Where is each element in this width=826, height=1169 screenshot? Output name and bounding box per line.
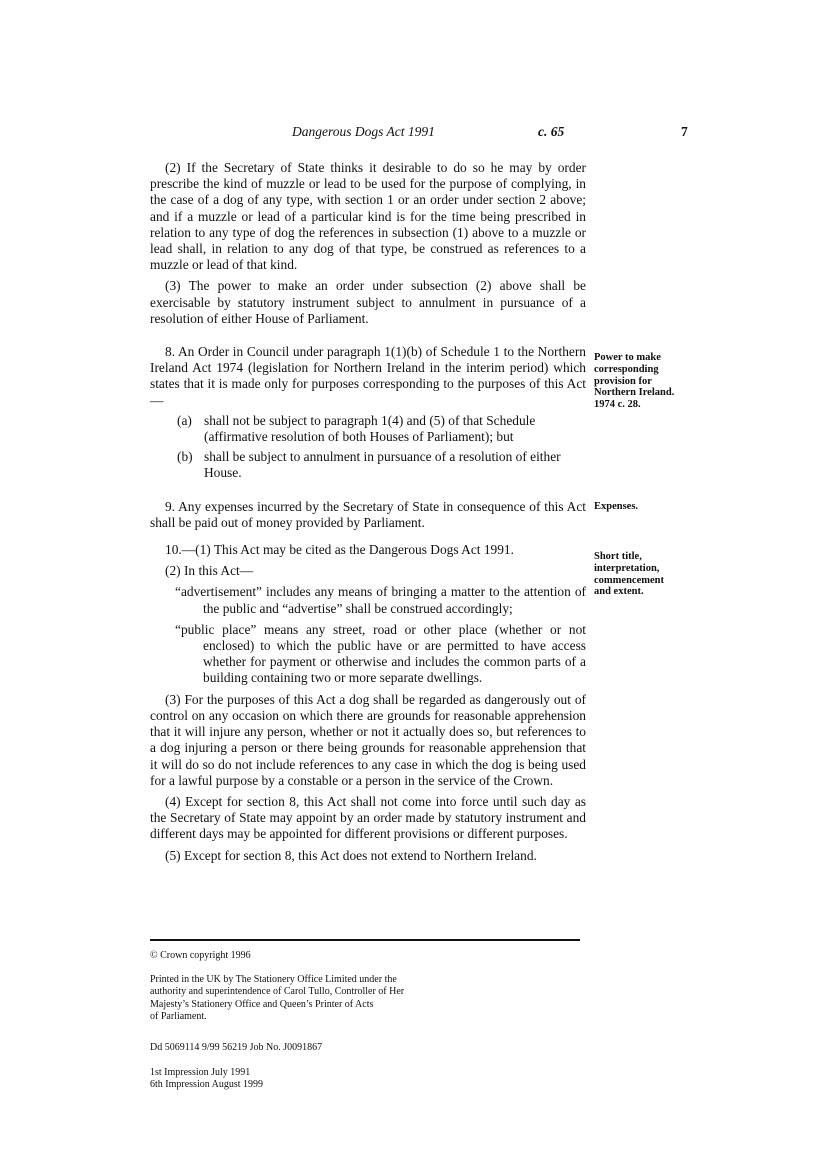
subsection-3: (3) The power to make an order under subsection (2) above shall be exercisable by statutory instrument subject to annulment in pursuance of a resolution of either House of Parliament. xyxy=(150,278,586,326)
paragraph-label: (a) xyxy=(177,412,192,428)
page-number: 7 xyxy=(681,124,688,139)
section-8-intro: 8. An Order in Council under paragraph 1(1)(b) of Schedule 1 to the Northern Ireland Act 1974 (legislation for Northern Ireland in the interim period) which states that it is made only for purposes corresponding to the purposes of this Act— xyxy=(150,344,586,408)
margin-note-line: Northern Ireland. xyxy=(594,387,675,399)
definition-public-place: “public place” means any street, road or other place (whether or not enclosed) to which the public have or are permitted to have access whether for payment or otherwise and includes the common parts of a building containing two or more separate dwellings. xyxy=(175,621,586,686)
margin-note-line: Expenses. xyxy=(594,501,639,512)
margin-note-line: corresponding xyxy=(594,363,659,375)
paragraph-text: shall be subject to annulment in pursuance of a resolution of either House. xyxy=(204,449,561,481)
margin-note-line: and extent. xyxy=(594,586,644,598)
copyright-notice: © Crown copyright 1996 xyxy=(150,950,251,961)
impression-line: 6th Impression August 1999 xyxy=(150,1079,264,1091)
margin-note-section-10 xyxy=(594,551,684,598)
section-9: 9. Any expenses incurred by the Secretary of State in consequence of this Act shall be paid out of money provided by Parliament. xyxy=(150,498,586,530)
margin-note-section-9 xyxy=(594,501,684,513)
section-10-subsection-3: (3) For the purposes of this Act a dog shall be regarded as dangerously out of control on any occasion on which there are grounds for reasonable apprehension that it will injure any person, whether or not it actually does so, but references to a dog injuring a person or there being grounds for reasonable apprehension that it will do so do not include references to any case in which the dog is being used for a lawful purpose by a constable or a person in the service of the Crown. xyxy=(150,691,586,788)
section-10-subsection-4: (4) Except for section 8, this Act shall not come into force until such day as the Secretary of State may appoint by an order made by statutory instrument and different days may be appointed for different provisions or different purposes. xyxy=(150,793,586,842)
definition-advertisement: “advertisement” includes any means of bringing a matter to the attention of the public and “advertise” shall be construed accordingly; xyxy=(175,584,586,616)
paragraph-text: shall not be subject to paragraph 1(4) and (5) of that Schedule (affirmative resolution of both Houses of Parliament); but xyxy=(204,412,536,445)
section-10-subsection-1: 10.—(1) This Act may be cited as the Dangerous Dogs Act 1991. xyxy=(165,542,514,558)
subsection-2: (2) If the Secretary of State thinks it desirable to do so he may by order prescribe the kind of muzzle or lead to be used for the purpose of complying, in the case of a dog of any type, with section 1 or an order under section 2 above; and if a muzzle or lead of a particular kind is for the time being prescribed in relation to any type of dog the references in subsection (1) above to a muzzle or lead shall, in relation to any dog of that type, be construed as references to a muzzle or lead of that kind. xyxy=(150,160,586,273)
margin-note-line: 1974 c. 28. xyxy=(594,399,641,411)
margin-note-line: provision for xyxy=(594,375,652,387)
chapter-number: c. 65 xyxy=(538,124,565,139)
job-number-line: Dd 5069114 9/99 56219 Job No. J0091867 xyxy=(150,1042,323,1053)
paragraph-label: (b) xyxy=(177,449,193,465)
running-header-title: Dangerous Dogs Act 1991 xyxy=(292,124,435,139)
impression-line: 1st Impression July 1991 xyxy=(150,1067,251,1078)
printer-statement xyxy=(150,974,404,1024)
margin-note-line: Short title, xyxy=(594,551,642,562)
margin-note-section-8 xyxy=(594,352,684,411)
section-8-paragraph-a xyxy=(177,413,586,445)
impression-history xyxy=(150,1067,263,1092)
section-10-subsection-5: (5) Except for section 8, this Act does not extend to Northern Ireland. xyxy=(165,847,537,863)
margin-note-line: interpretation, xyxy=(594,562,660,574)
statute-body xyxy=(150,160,586,864)
printer-line: of Parliament. xyxy=(150,1011,207,1023)
margin-note-line: Power to make xyxy=(594,352,661,363)
margin-note-line: commencement xyxy=(594,574,664,586)
printer-line: authority and superintendence of Carol Tullo, Controller of Her xyxy=(150,986,405,998)
printer-line: Printed in the UK by The Stationery Office Limited under the xyxy=(150,974,397,985)
section-8-paragraph-b xyxy=(177,449,586,481)
printer-line: Majesty’s Stationery Office and Queen’s Printer of Acts xyxy=(150,998,374,1010)
section-10-subsection-2: (2) In this Act— xyxy=(165,563,254,579)
footer-rule xyxy=(150,939,580,941)
